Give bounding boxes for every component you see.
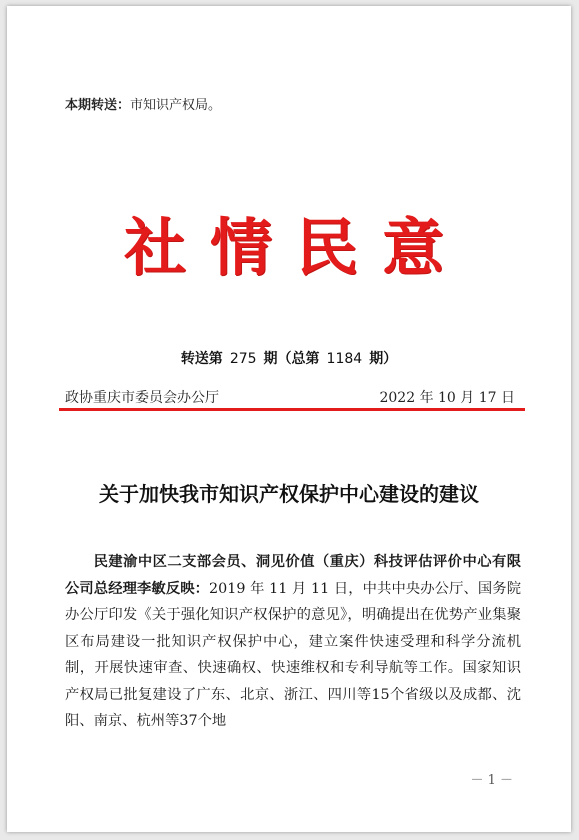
issue-number: 275 [229, 351, 257, 367]
masthead-title: 社情民意 [123, 211, 468, 284]
forward-recipient: 市知识产权局。 [130, 98, 222, 113]
red-divider [59, 408, 525, 411]
issue-prefix: 转送第 [180, 351, 223, 367]
article-text: 2019 年 11 月 11 日，中共中央办公厅、国务院办公厅印发《关于强化知识产权保护的意见》，明确提出在优势产业集聚区布局建设一批知识产权保护中心，建立案件快速受理和科学分流机制，开展快速审查、快速确权、快速维权和专利导航等工作。国家知识产权局已批复建设了广东、北京、浙江、四川等15个省级以及成都、沈阳、南京、杭州等37个地 [65, 580, 521, 729]
issue-middle: 期（总第 [263, 351, 320, 367]
article-title: 关于加快我市知识产权保护中心建设的建议 [99, 482, 479, 506]
page-number: － 1 － [470, 773, 513, 788]
issue-total: 1184 [326, 351, 363, 367]
issue-line [7, 348, 571, 368]
forward-line [65, 94, 221, 113]
article-lead: 民建渝中区二支部会员、洞见价值（重庆）科技评估评价中心有限公司总经理李敏反映： [65, 554, 521, 597]
article-body [65, 549, 521, 735]
issue-date: 2022 年 10 月 17 日 [379, 390, 515, 406]
document-page [7, 6, 571, 832]
issuing-office: 政协重庆市委员会办公厅 [65, 390, 219, 406]
issue-suffix: 期） [369, 351, 398, 367]
forward-label: 本期转送： [65, 98, 131, 113]
